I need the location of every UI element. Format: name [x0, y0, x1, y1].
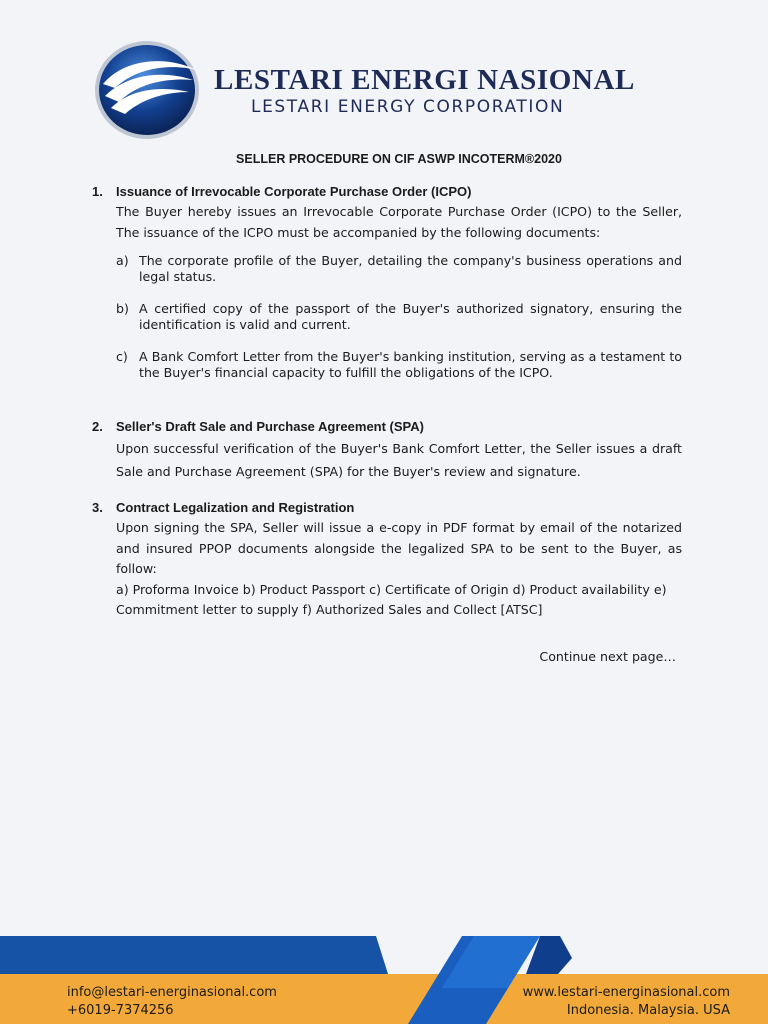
- list-text: The corporate profile of the Buyer, detailing the company's business operations and legal status.: [139, 253, 682, 284]
- list-text: A certified copy of the passport of the Buyer's authorized signatory, ensuring the identification is valid and current.: [139, 301, 682, 332]
- section-title: Contract Legalization and Registration: [116, 500, 355, 515]
- section-body: The Buyer hereby issues an Irrevocable Corporate Purchase Order (ICPO) to the Seller, The issuance of the ICPO must be accompanied by the following documents:: [116, 204, 682, 240]
- section-body: Upon successful verification of the Buyer's Bank Comfort Letter, the Seller issues a draft Sale and Purchase Agreement (SPA) for the Buyer's review and signature.: [116, 441, 682, 479]
- list-item: [116, 301, 682, 333]
- section-title: Issuance of Irrevocable Corporate Purchase Order (ICPO): [116, 184, 472, 199]
- section-title: Seller's Draft Sale and Purchase Agreement (SPA): [116, 419, 424, 434]
- footer-web: [523, 984, 730, 1020]
- swirl-globe-logo-icon: [93, 40, 201, 140]
- list-letter: b): [116, 301, 129, 316]
- section-heading: [92, 419, 682, 434]
- list-letter: c): [116, 349, 128, 364]
- document-list: [116, 253, 682, 381]
- section-icpo: [92, 184, 682, 397]
- letterhead: [0, 0, 768, 140]
- section-body: Upon signing the SPA, Seller will issue a e-copy in PDF format by email of the notarized and insured PPOP documents alongside the legalized SPA to be sent to the Buyer, as follow:: [116, 520, 682, 576]
- list-item: [116, 253, 682, 285]
- list-item: [116, 349, 682, 381]
- continue-note: Continue next page…: [539, 649, 676, 664]
- footer-contact: [67, 984, 277, 1020]
- footer-website[interactable]: www.lestari-energinasional.com: [522, 985, 730, 1000]
- section-legalization: [92, 500, 682, 621]
- footer-locations: Indonesia. Malaysia. USA: [566, 1003, 730, 1018]
- company-subtitle: LESTARI ENERGY CORPORATION: [251, 97, 565, 117]
- section-heading: [92, 500, 682, 515]
- section-spa: [92, 419, 682, 483]
- company-name: LESTARI ENERGI NASIONAL: [214, 64, 635, 96]
- section-number: 1.: [92, 184, 103, 199]
- section-heading: [92, 184, 682, 199]
- document-title: SELLER PROCEDURE ON CIF ASWP INCOTERM®2020: [236, 152, 562, 166]
- section-body-list: a) Proforma Invoice b) Product Passport c) Certificate of Origin d) Product availability e) Commitment letter to supply f) Authorized Sales and Collect [ATSC]: [116, 581, 667, 617]
- section-number: 2.: [92, 419, 103, 434]
- footer: [0, 936, 768, 1024]
- footer-phone: +6019-7374256: [67, 1003, 174, 1018]
- list-text: A Bank Comfort Letter from the Buyer's banking institution, serving as a testament to the Buyer's financial capacity to fulfill the obligations of the ICPO.: [139, 349, 682, 380]
- footer-email[interactable]: info@lestari-energinasional.com: [67, 985, 277, 1000]
- list-letter: a): [116, 253, 129, 268]
- section-number: 3.: [92, 500, 103, 515]
